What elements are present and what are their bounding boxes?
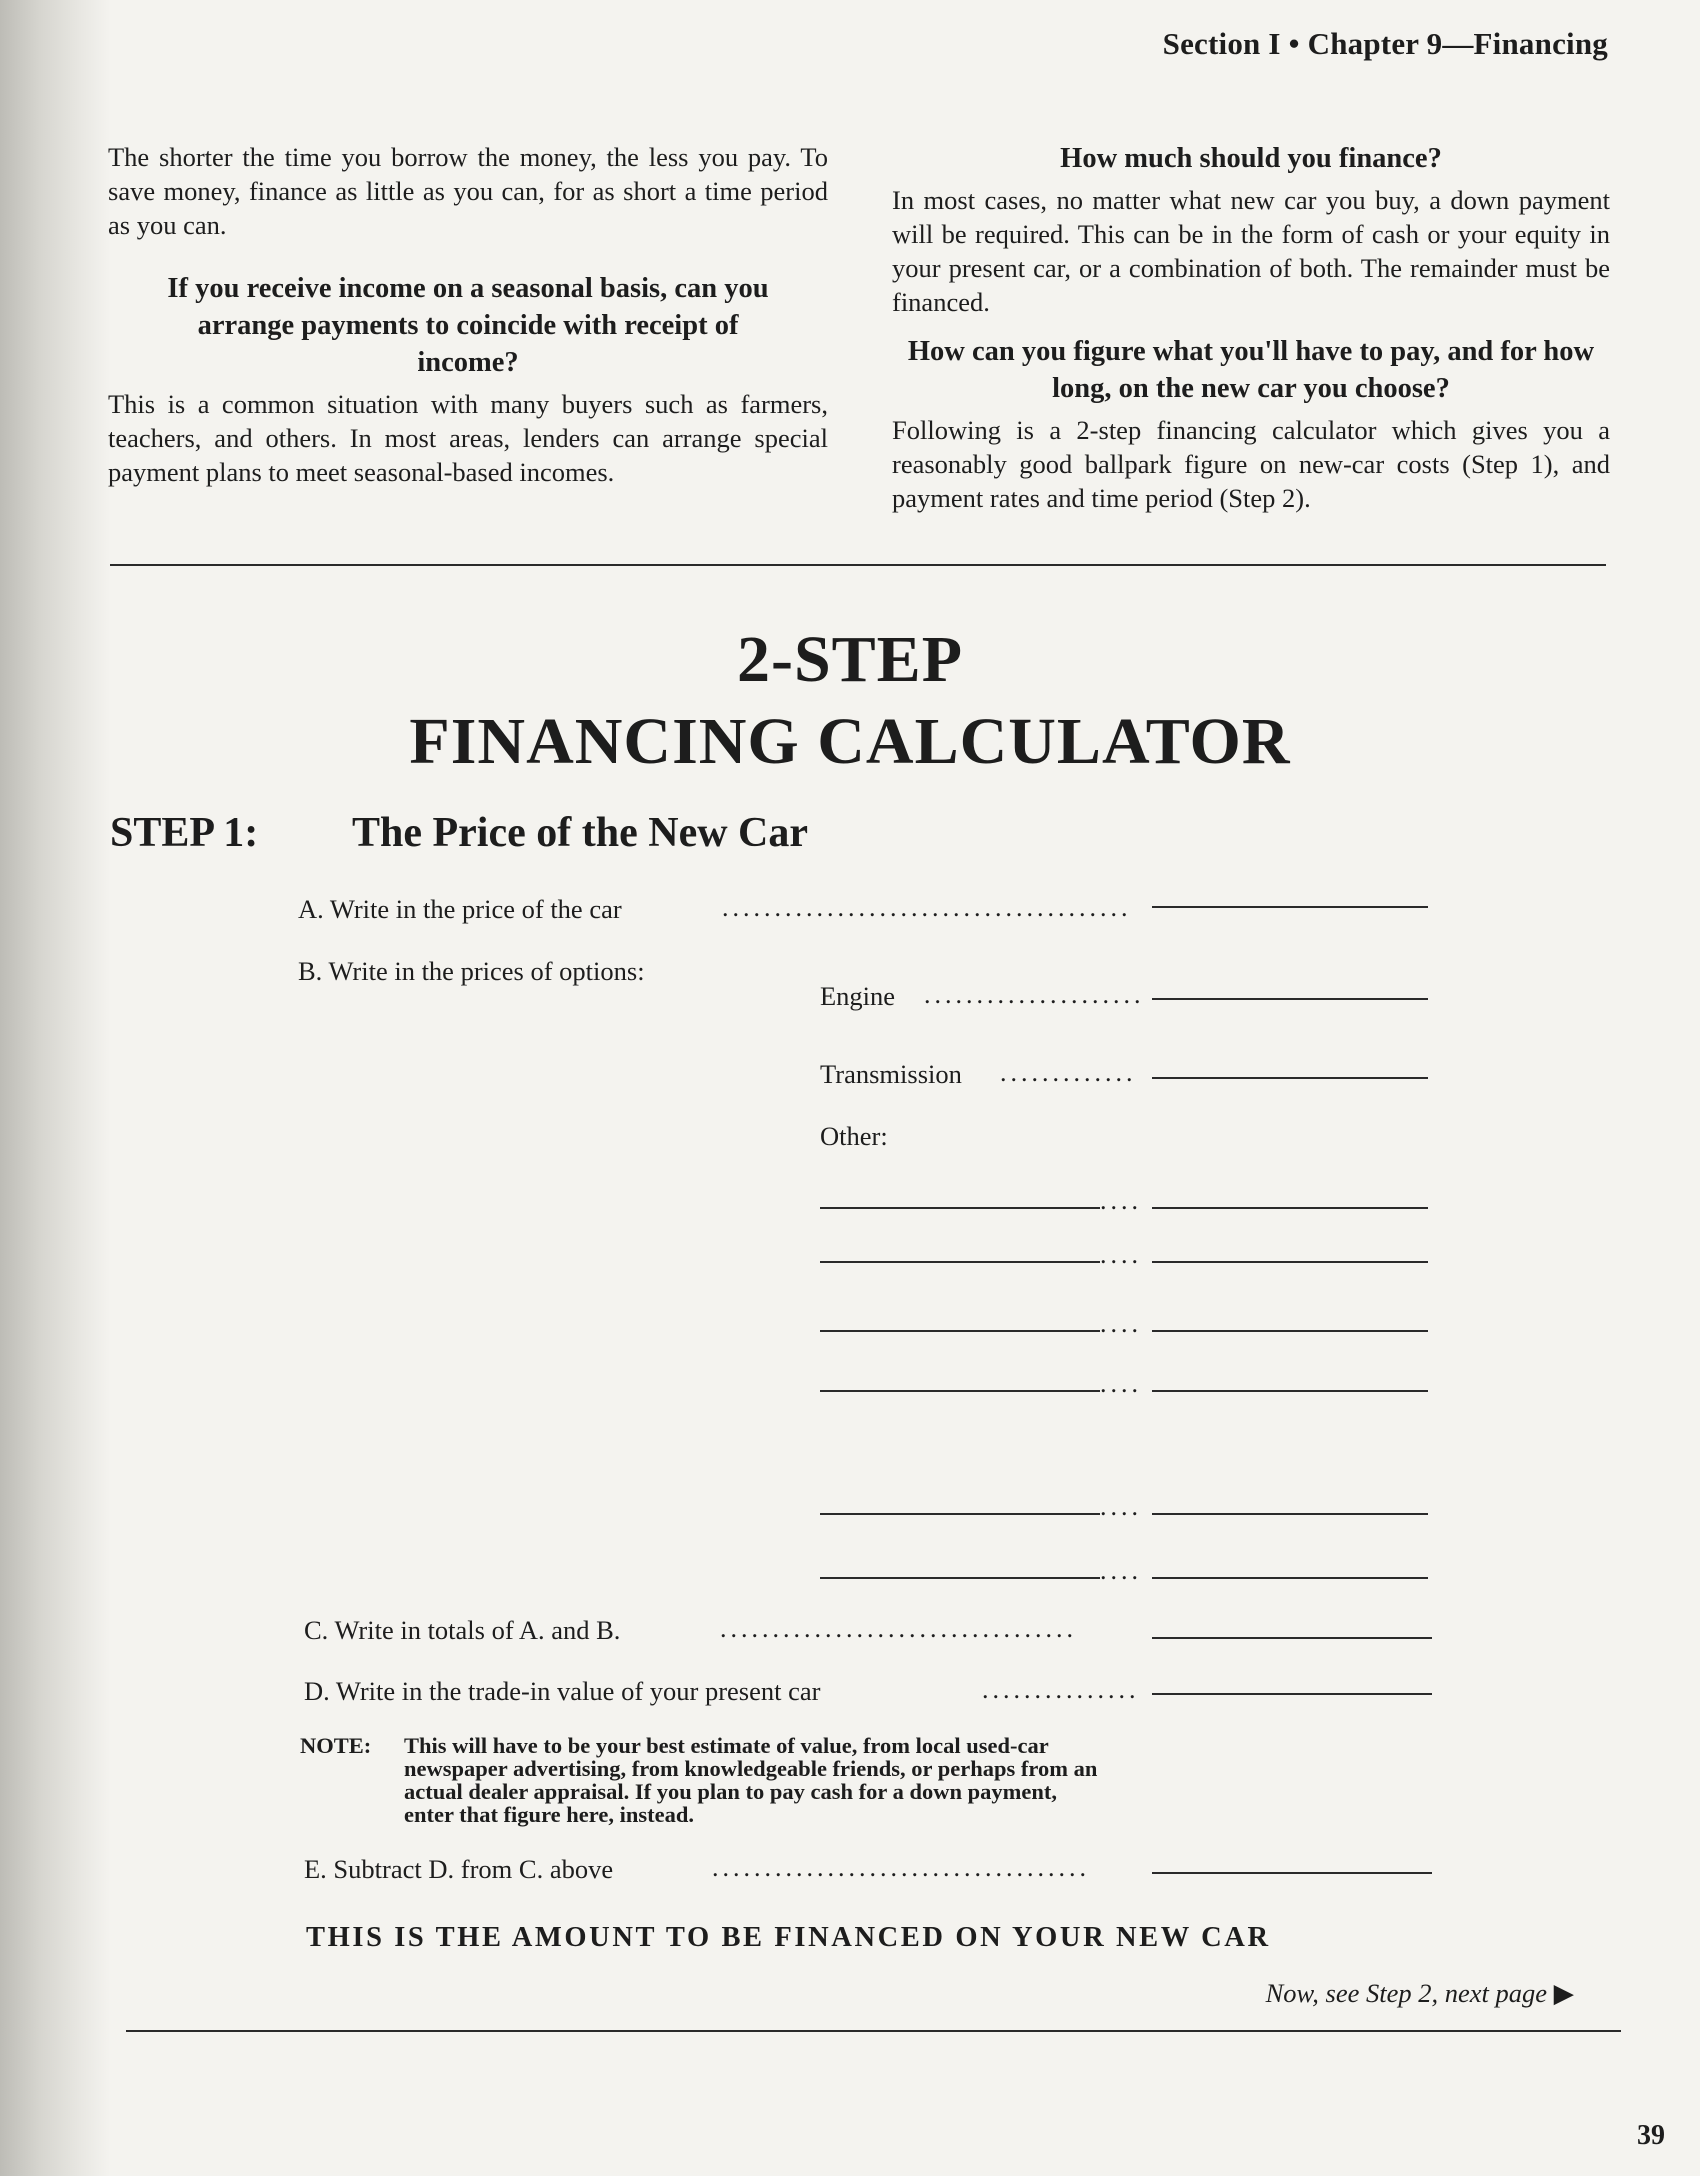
leader-dots: .... bbox=[1100, 1240, 1142, 1269]
leader-dots: ....................................... bbox=[722, 893, 1132, 922]
item-d-label: D. Write in the trade-in value of your present car bbox=[304, 1676, 821, 1706]
seasonal-heading: If you receive income on a seasonal basis, can you arrange payments to coincide with receipt of income? bbox=[167, 273, 769, 378]
calculator-title-line2: FINANCING CALCULATOR bbox=[409, 705, 1291, 778]
step1-label: STEP 1: bbox=[110, 810, 259, 856]
engine-label: Engine bbox=[820, 981, 896, 1011]
step1-title: The Price of the New Car bbox=[352, 810, 809, 856]
item-a-label: A. Write in the price of the car bbox=[298, 894, 622, 924]
leader-dots: .... bbox=[1100, 1556, 1142, 1585]
page-number: 39 bbox=[1637, 2120, 1665, 2151]
finance-heading: How much should you finance? bbox=[1060, 143, 1442, 174]
totals-field[interactable] bbox=[1152, 1637, 1432, 1639]
other-option-name-field[interactable] bbox=[820, 1330, 1100, 1332]
figure-heading: How can you figure what you'll have to pay, and for how long, on the new car you choose? bbox=[907, 336, 1595, 404]
section-divider-top bbox=[110, 564, 1606, 566]
other-option-name-field[interactable] bbox=[820, 1390, 1100, 1392]
other-option-name-field[interactable] bbox=[820, 1513, 1100, 1515]
amount-financed-field[interactable] bbox=[1152, 1872, 1432, 1874]
leader-dots: .... bbox=[1100, 1309, 1142, 1338]
leader-dots: .... bbox=[1100, 1186, 1142, 1215]
transmission-label: Transmission bbox=[820, 1059, 962, 1089]
page-binding-shadow bbox=[0, 0, 110, 2176]
leader-dots: ..................... bbox=[924, 980, 1145, 1009]
next-page-link[interactable]: Now, see Step 2, next page ▶ bbox=[1265, 1978, 1574, 2008]
other-option-name-field[interactable] bbox=[820, 1207, 1100, 1209]
leader-dots: .................................... bbox=[712, 1853, 1090, 1882]
car-price-field[interactable] bbox=[1152, 906, 1428, 908]
intro-paragraph: The shorter the time you borrow the money, the less you pay. To save money, finance as little as you can, for as short a time period as you can. bbox=[108, 142, 828, 240]
running-head: Section I • Chapter 9—Financing bbox=[1162, 26, 1608, 61]
other-option-price-field[interactable] bbox=[1152, 1261, 1428, 1263]
step1-heading bbox=[110, 808, 808, 858]
note-label: NOTE: bbox=[300, 1733, 372, 1758]
other-label: Other: bbox=[820, 1121, 888, 1151]
note-text: This will have to be your best estimate of value, from local used-car newspaper advertising, from knowledgeable friends, or perhaps from an actual dealer appraisal. If you plan to pay cash for a down payment, enter that figure here, instead. bbox=[404, 1733, 1098, 1827]
leader-dots: ............. bbox=[1000, 1058, 1137, 1087]
other-option-price-field[interactable] bbox=[1152, 1390, 1428, 1392]
leader-dots: .... bbox=[1100, 1492, 1142, 1521]
item-b-label: B. Write in the prices of options: bbox=[298, 956, 645, 986]
amount-to-finance-caption: THIS IS THE AMOUNT TO BE FINANCED ON YOUR NEW CAR bbox=[306, 1922, 1271, 1953]
other-option-price-field[interactable] bbox=[1152, 1207, 1428, 1209]
finance-paragraph: In most cases, no matter what new car you buy, a down payment will be required. This can be in the form of cash or your equity in your present car, or a combination of both. The remainder must be financed. bbox=[892, 185, 1610, 317]
leader-dots: .... bbox=[1100, 1369, 1142, 1398]
calculator-title-line1: 2-STEP bbox=[736, 623, 964, 696]
other-option-price-field[interactable] bbox=[1152, 1330, 1428, 1332]
leader-dots: ............... bbox=[982, 1675, 1140, 1704]
trade-in-field[interactable] bbox=[1152, 1693, 1432, 1695]
transmission-price-field[interactable] bbox=[1152, 1077, 1428, 1079]
other-option-price-field[interactable] bbox=[1152, 1513, 1428, 1515]
item-e-label: E. Subtract D. from C. above bbox=[304, 1854, 614, 1884]
seasonal-paragraph: This is a common situation with many buyers such as farmers, teachers, and others. In most areas, lenders can arrange special payment plans to meet seasonal-based incomes. bbox=[108, 389, 828, 487]
engine-price-field[interactable] bbox=[1152, 998, 1428, 1000]
figure-paragraph: Following is a 2-step financing calculator which gives you a reasonably good ballpark figure on new-car costs (Step 1), and payment rates and time period (Step 2). bbox=[892, 415, 1610, 513]
left-column bbox=[108, 140, 828, 489]
leader-dots: .................................. bbox=[720, 1614, 1077, 1643]
other-option-name-field[interactable] bbox=[820, 1261, 1100, 1263]
item-c-label: C. Write in totals of A. and B. bbox=[304, 1615, 621, 1645]
right-column bbox=[892, 140, 1610, 515]
other-option-name-field[interactable] bbox=[820, 1577, 1100, 1579]
section-divider-bottom bbox=[126, 2030, 1621, 2032]
other-option-price-field[interactable] bbox=[1152, 1577, 1428, 1579]
